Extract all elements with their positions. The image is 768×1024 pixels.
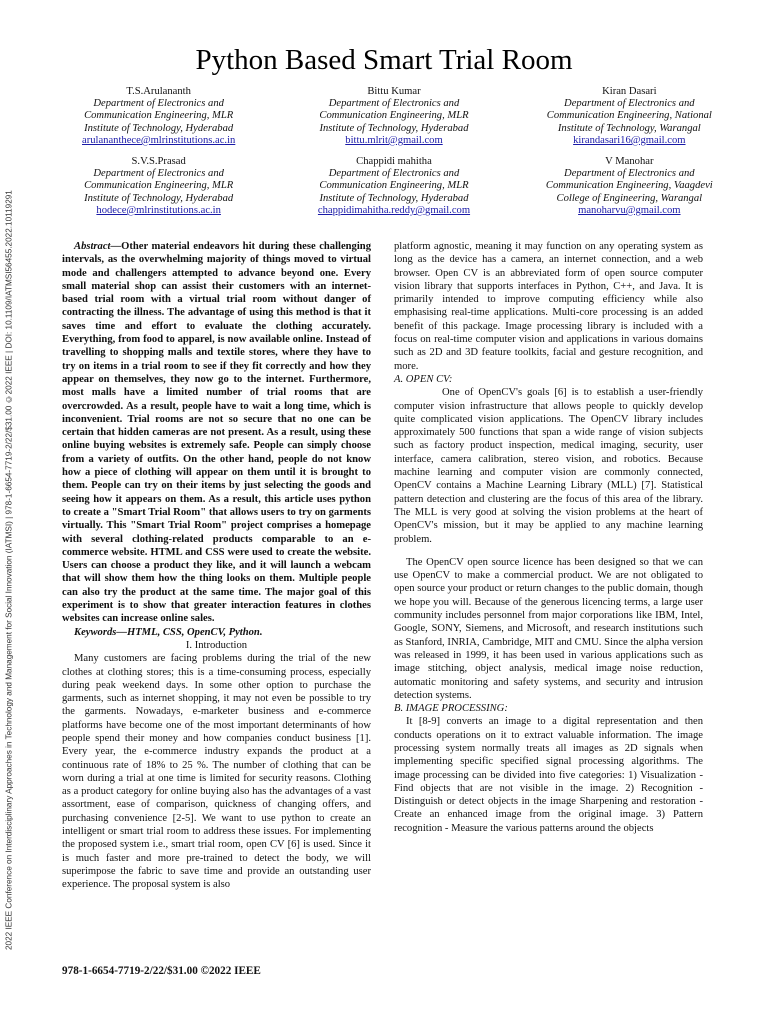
opencv-paragraph-1: One of OpenCV's goals [6] is to establish a user-friendly computer vision infrastructure that allows people to quickly develop quite complicated vision applications. The OpenCV library includes approximately 500 functions that span a wide range of vision subjects such as factory product inspection, medical imaging, security, user interface, camera calibration, stereo vision, and robotics. Because machine learning and computer vision are commonly connected, OpenCV contains a Machine Learning Library (MLL) [7]. Statistical pattern detection and clustering are the focus of this area of the library. The MLL is very good at solving the vision problems at the heart of OpenCV's mission, but it may be applied to any machine learning problem.: [394, 387, 703, 545]
paragraph-platform-agnostic: platform agnostic, meaning it may function on any operating system as long as the device has a camera, an internet connection, and a web browser. Open CV is an abbreviated form of open source computer vision library that supports interfaces in Python, C++, and Java. It is primarily intended to improve computing efficiency while also emphasising real-time applications. Multi-core processing is an added benefit of this package. Image processing library is included with a focus on real-time computer vision and applications in various domains such as 2D and 3D feature toolkits, facial and gesture recognition, and more.: [394, 241, 703, 372]
author-4: [44, 156, 273, 217]
introduction-paragraph: Many customers are facing problems during the trial of the new clothes at clothing stores; this is a time-consuming process, especially during peak weekend days. In some other option to purchase the garments, such as internet shopping, it may not even be possible to try the garments. Nowadays, e-marketer business and e-commerce platforms have become one of the most important determinants of how people spend their money and how companies conduct business [1]. Every year, the e-commerce industry expands the product at a continuous rate of 18% to 25 %. The number of clothing that can be worn during a trial at one time is limited for security reasons. Clothing as a product category for online buying also has the advantages of a vast assortment, ease of comparison, quickness of changing offers, and purchasing convenience [2-5]. We want to use python to create an intelligent or smart trial room to address these issues. For implementing the proposed system i.e., smart trial room, open CV [6] is used. Since it is much faster and more pre-trained to detect the body, we will superimpose the fabric to save time and provide an outstanding user experience. The proposal system is also: [62, 653, 371, 891]
author-name: Kiran Dasari: [602, 86, 657, 97]
author-dept: Department of Electronics and: [564, 98, 695, 110]
author-1: [44, 86, 273, 147]
author-dept-2: Communication Engineering, MLR: [84, 180, 234, 192]
author-institute: Institute of Technology, Hyderabad: [319, 192, 469, 204]
author-name: S.V.S.Prasad: [131, 156, 186, 168]
author-dept-2: Communication Engineering, National: [546, 110, 712, 122]
right-column: [394, 240, 703, 835]
section-heading-introduction: I. Introduction: [185, 639, 248, 651]
author-dept: Department of Electronics and: [328, 98, 460, 110]
copyright-footer: 978-1-6654-7719-2/22/$31.00 ©2022 IEEE: [62, 965, 261, 977]
author-dept: Department of Electronics and: [328, 168, 460, 180]
image-processing-paragraph: It [8-9] converts an image to a digital representation and then conducts operations on it to extract valuable information. The image processing system normally treats all images as 2D signals when implementing specific specified signal processing algorithms. The image processing can be divided into five categories: 1) Visualization - Find objects that are not visible in the image. 2) Recognition - Distinguish or detect objects in the image Sharpening and restoration - Create an enhanced image from the original image. 3) Pattern recognition - Measure the various patterns around the objects: [394, 716, 703, 834]
author-name: Bittu Kumar: [367, 86, 421, 97]
author-block: [44, 86, 744, 217]
abstract-label: Abstract: [74, 241, 111, 252]
paper-title: Python Based Smart Trial Room: [195, 44, 573, 76]
author-3: [515, 86, 744, 147]
author-2: [279, 86, 508, 147]
author-email-link[interactable]: kirandasari16@gmail.com: [573, 134, 686, 146]
author-dept-2: Communication Engineering, Vaagdevi: [545, 180, 713, 192]
author-email-link[interactable]: hodece@mlrinstitutions.ac.in: [96, 204, 221, 216]
author-dept: Department of Electronics and: [564, 168, 695, 180]
left-column: [62, 240, 371, 892]
author-institute: Institute of Technology, Hyderabad: [84, 192, 234, 204]
author-name: V Manohar: [605, 156, 654, 168]
author-email-link[interactable]: arulananthece@mlrinstitutions.ac.in: [82, 134, 236, 146]
author-institute: Institute of Technology, Hyderabad: [84, 122, 234, 134]
author-dept: Department of Electronics and: [93, 98, 224, 110]
author-name: T.S.Arulananth: [126, 86, 191, 97]
author-dept: Department of Electronics and: [93, 168, 224, 180]
author-institute: Institute of Technology, Hyderabad: [319, 122, 469, 134]
author-email-link[interactable]: manoharvu@gmail.com: [578, 204, 681, 216]
author-institute: Institute of Technology, Warangal: [557, 122, 701, 134]
subsection-heading-image-processing: B. IMAGE PROCESSING:: [394, 703, 508, 715]
author-6: [515, 156, 744, 217]
keywords: Keywords—HTML, CSS, OpenCV, Python.: [74, 626, 263, 638]
author-dept-2: Communication Engineering, MLR: [84, 110, 234, 122]
author-dept-2: Communication Engineering, MLR: [319, 110, 469, 122]
author-email-link[interactable]: bittu.mlrit@gmail.com: [345, 134, 443, 146]
opencv-paragraph-2: The OpenCV open source licence has been designed so that we can use OpenCV to make a commercial product. We are not obligated to open source your product or return changes to the public domain, though we hope you will. Because of the generous licencing terms, a large user community includes personnel from major corporations like IBM, Intel, Google, SONY, Siemens, and Microsoft, and research institutions such as Stanford, INRIA, Cambridge, MIT and CMU. Since the alpha version was released in 1999, it has been used in various applications such as image stitching, object analysis, medical image noise reduction, automatic monitoring and safety systems, and security and intrusion detection systems.: [394, 556, 703, 701]
subsection-heading-opencv: A. OPEN CV:: [394, 373, 453, 385]
abstract-text: —Other material endeavors hit during these challenging intervals, as the overwhelming majority of things moved to virtual mode and challengers attempted to advance beyond one. Every small material shop can assist their customers with an internet-based trial room with a virtual trial room without danger of contracting the illness. The advantage of using this method is that it saves time and effort to evaluate the clothing accurately. Everything, from food to apparel, is now available online. Instead of travelling to shopping malls and textile stores, where they have to try on items in a trial room to see if they fit correctly and how they appear on themselves, they now go to the internet. Furthermore, most malls have a limited number of trial rooms that are overcrowded. As a result, people have to wait a long time, which is inconvenient. Trial rooms are not so secure that no one can be certain that hidden cameras are not present. As a result, using these online buying websites is extremely safe. People can simply choose from a variety of outfits. On the other hand, people do not know how a piece of clothing will appear on them until it is brought to them. People can try on their items by just selecting the goods and seeing how it appears on them. As a result, this article uses python to create a "Smart Trial Room" that allows users to try on garments virtually. This "Smart Trial Room" project comprises a homepage with several clothing-related products comparable to an e-commerce website. HTML and CSS were used to create the website. Users can choose a product they like, and it will launch a webcam that will show them how the thing looks on them. Multiple people can also try the product at the same time. The major goal of this experiment is to show that greater interaction features in clothes websites can increase online sales.: [62, 241, 371, 625]
author-email-link[interactable]: chappidimahitha.reddy@gmail.com: [317, 204, 471, 216]
author-name: Chappidi mahitha: [356, 156, 432, 168]
author-5: [279, 156, 508, 217]
author-institute: College of Engineering, Warangal: [556, 192, 703, 204]
abstract: [62, 240, 371, 626]
conference-sidebar: 2022 IEEE Conference on Interdisciplinary Approaches in Technology and Management for Social Innovation (IATMSI) | 978-1-6654-7719-2/22/$31.00 ©2022 IEEE | DOI: 10.1109/IATMSI56455.2022.10119291: [4, 190, 14, 950]
author-dept-2: Communication Engineering, MLR: [319, 180, 469, 192]
